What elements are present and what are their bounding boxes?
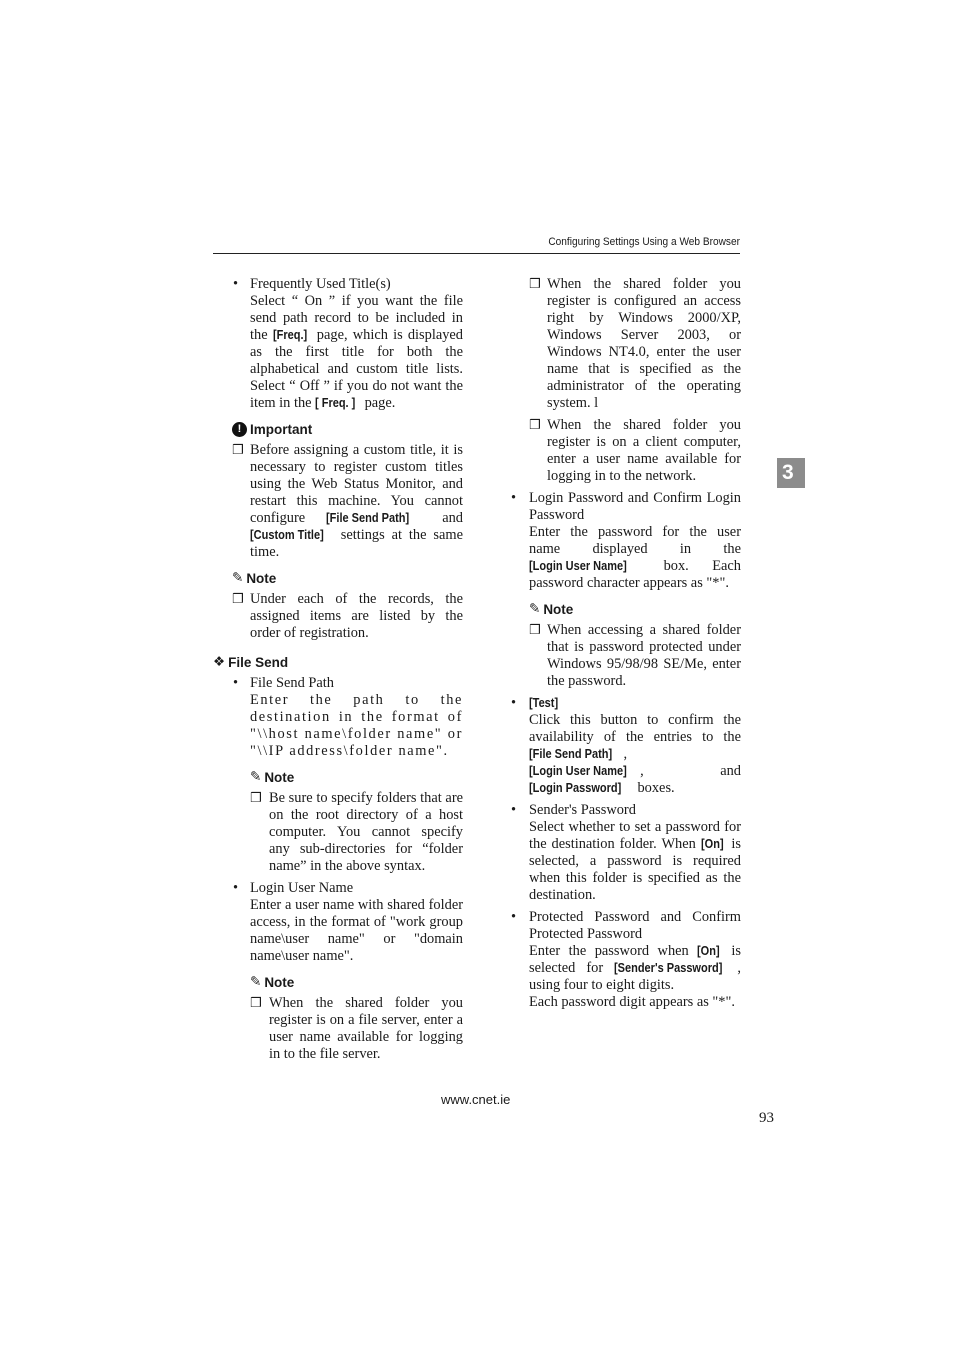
header-rule — [213, 253, 740, 254]
bullet-title: Login Password and Confirm Login Password — [529, 490, 741, 523]
bullet-frequently-used-titles — [213, 276, 463, 412]
bullet-title: File Send Path — [250, 675, 334, 691]
left-column — [213, 276, 463, 1068]
freq-key: [Freq.] — [272, 328, 307, 342]
bullet-test — [510, 695, 741, 797]
diamond-bullet-icon: ❖ — [213, 654, 226, 670]
bullet-icon: • — [511, 695, 517, 711]
bullet-senders-password — [510, 802, 741, 904]
note-heading: ✎ Note — [250, 974, 295, 990]
bullet-body: Select “ On ” if you want the file send path record to be included in the [Freq.] page, which is displayed as the first title for both the alphabetical and custom title lists. Select “ Off ” if you do not want the item in the [ Freq. ] page. — [250, 293, 463, 411]
bullet-login-password — [510, 490, 741, 592]
bullet-body: Enter the password for the user name displayed in the [Login User Name] box. Each password character appears as "*". — [529, 524, 741, 591]
note-heading: ✎ Note — [250, 769, 295, 785]
watermark: www.cnet.ie — [441, 1092, 511, 1107]
bullet-body: Enter the path to the destination in the format of "\\host name\folder name" or "\\IP address\folder name". — [250, 692, 463, 759]
bullet-icon: • — [511, 909, 517, 925]
note-heading: ✎ Note — [529, 601, 574, 617]
checkbox-square-icon: ❒ — [250, 996, 262, 1011]
bullet-body: Enter a user name with shared folder access, in the format of "work group name\user name" or "domain name\user name". — [250, 897, 463, 964]
bullet-file-send-path — [213, 675, 463, 760]
checkbox-square-icon: ❒ — [232, 592, 244, 607]
page-number: 93 — [759, 1110, 774, 1126]
note-item: ❒ When the shared folder you register is configured an access right by Windows 2000/XP, Windows Server 2003, or Windows NT4.0, enter the user name that is specified as the administrator of the operating system. l — [529, 276, 741, 411]
note-item: ❒ Be sure to specify folders that are on the root directory of a host computer. You cannot specify any sub-directories for “folder name” in the above syntax. — [250, 790, 463, 874]
bullet-body: Enter the password when [On] is selected for [Sender's Password] , using four to eight digits. — [529, 943, 741, 993]
checkbox-square-icon: ❒ — [529, 277, 541, 292]
checkbox-square-icon: ❒ — [529, 418, 541, 433]
bullet-title: Frequently Used Title(s) — [250, 276, 391, 292]
bullet-title: Login User Name — [250, 880, 354, 896]
checkbox-square-icon: ❒ — [250, 791, 262, 806]
running-header: Configuring Settings Using a Web Browser — [548, 236, 740, 248]
bullet-icon: • — [233, 880, 239, 896]
important-icon: ! — [232, 422, 247, 437]
bullet-icon: • — [233, 276, 239, 292]
bullet-login-user-name — [213, 880, 463, 965]
note-item: ❒ Under each of the records, the assigned items are listed by the order of registration. — [232, 591, 463, 641]
note-item: ❒ When the shared folder you register is on a file server, enter a user name available for logging in to the file server. — [250, 995, 463, 1062]
important-item: ❒ Before assigning a custom title, it is necessary to register custom titles using the Web Status Monitor, and restart this machine. You cannot configure [File Send Path] and [Custom Title] settings at the same time. — [232, 442, 463, 560]
note-item: ❒ When accessing a shared folder that is password protected under Windows 95/98/98 SE/Me, enter the password. — [529, 622, 741, 689]
pencil-icon: ✎ — [250, 974, 262, 990]
bullet-icon: • — [511, 490, 517, 506]
checkbox-square-icon: ❒ — [529, 623, 541, 638]
bullet-icon: • — [511, 802, 517, 818]
note-heading: ✎ Note — [232, 570, 277, 586]
bullet-body: Click this button to confirm the availability of the entries to the [File Send Path] , [Login User Name] , and [Login Password] boxes. — [529, 712, 741, 796]
bullet-body: Select whether to set a password for the destination folder. When [On] is selected, a password is required when this folder is specified as the destination. — [529, 819, 741, 903]
chapter-tab: 3 — [777, 458, 805, 488]
freq-key: [ Freq. ] — [315, 396, 356, 410]
bullet-title: [Test] — [529, 696, 559, 710]
checkbox-square-icon: ❒ — [232, 443, 244, 458]
bullet-title: Protected Password and Confirm Protected Password — [529, 909, 741, 942]
bullet-body-extra: Each password digit appears as "*". — [529, 994, 735, 1010]
section-heading-file-send: ❖ File Send — [213, 654, 289, 670]
bullet-title: Sender's Password — [529, 802, 636, 818]
right-column — [510, 276, 741, 1016]
bullet-icon: • — [233, 675, 239, 691]
pencil-icon: ✎ — [232, 570, 244, 586]
bullet-protected-password — [510, 909, 741, 1011]
important-heading: ! Important — [213, 421, 463, 438]
note-item: ❒ When the shared folder you register is on a client computer, enter a user name available for logging in to the network. — [529, 417, 741, 484]
pencil-icon: ✎ — [529, 601, 541, 617]
pencil-icon: ✎ — [250, 769, 262, 785]
